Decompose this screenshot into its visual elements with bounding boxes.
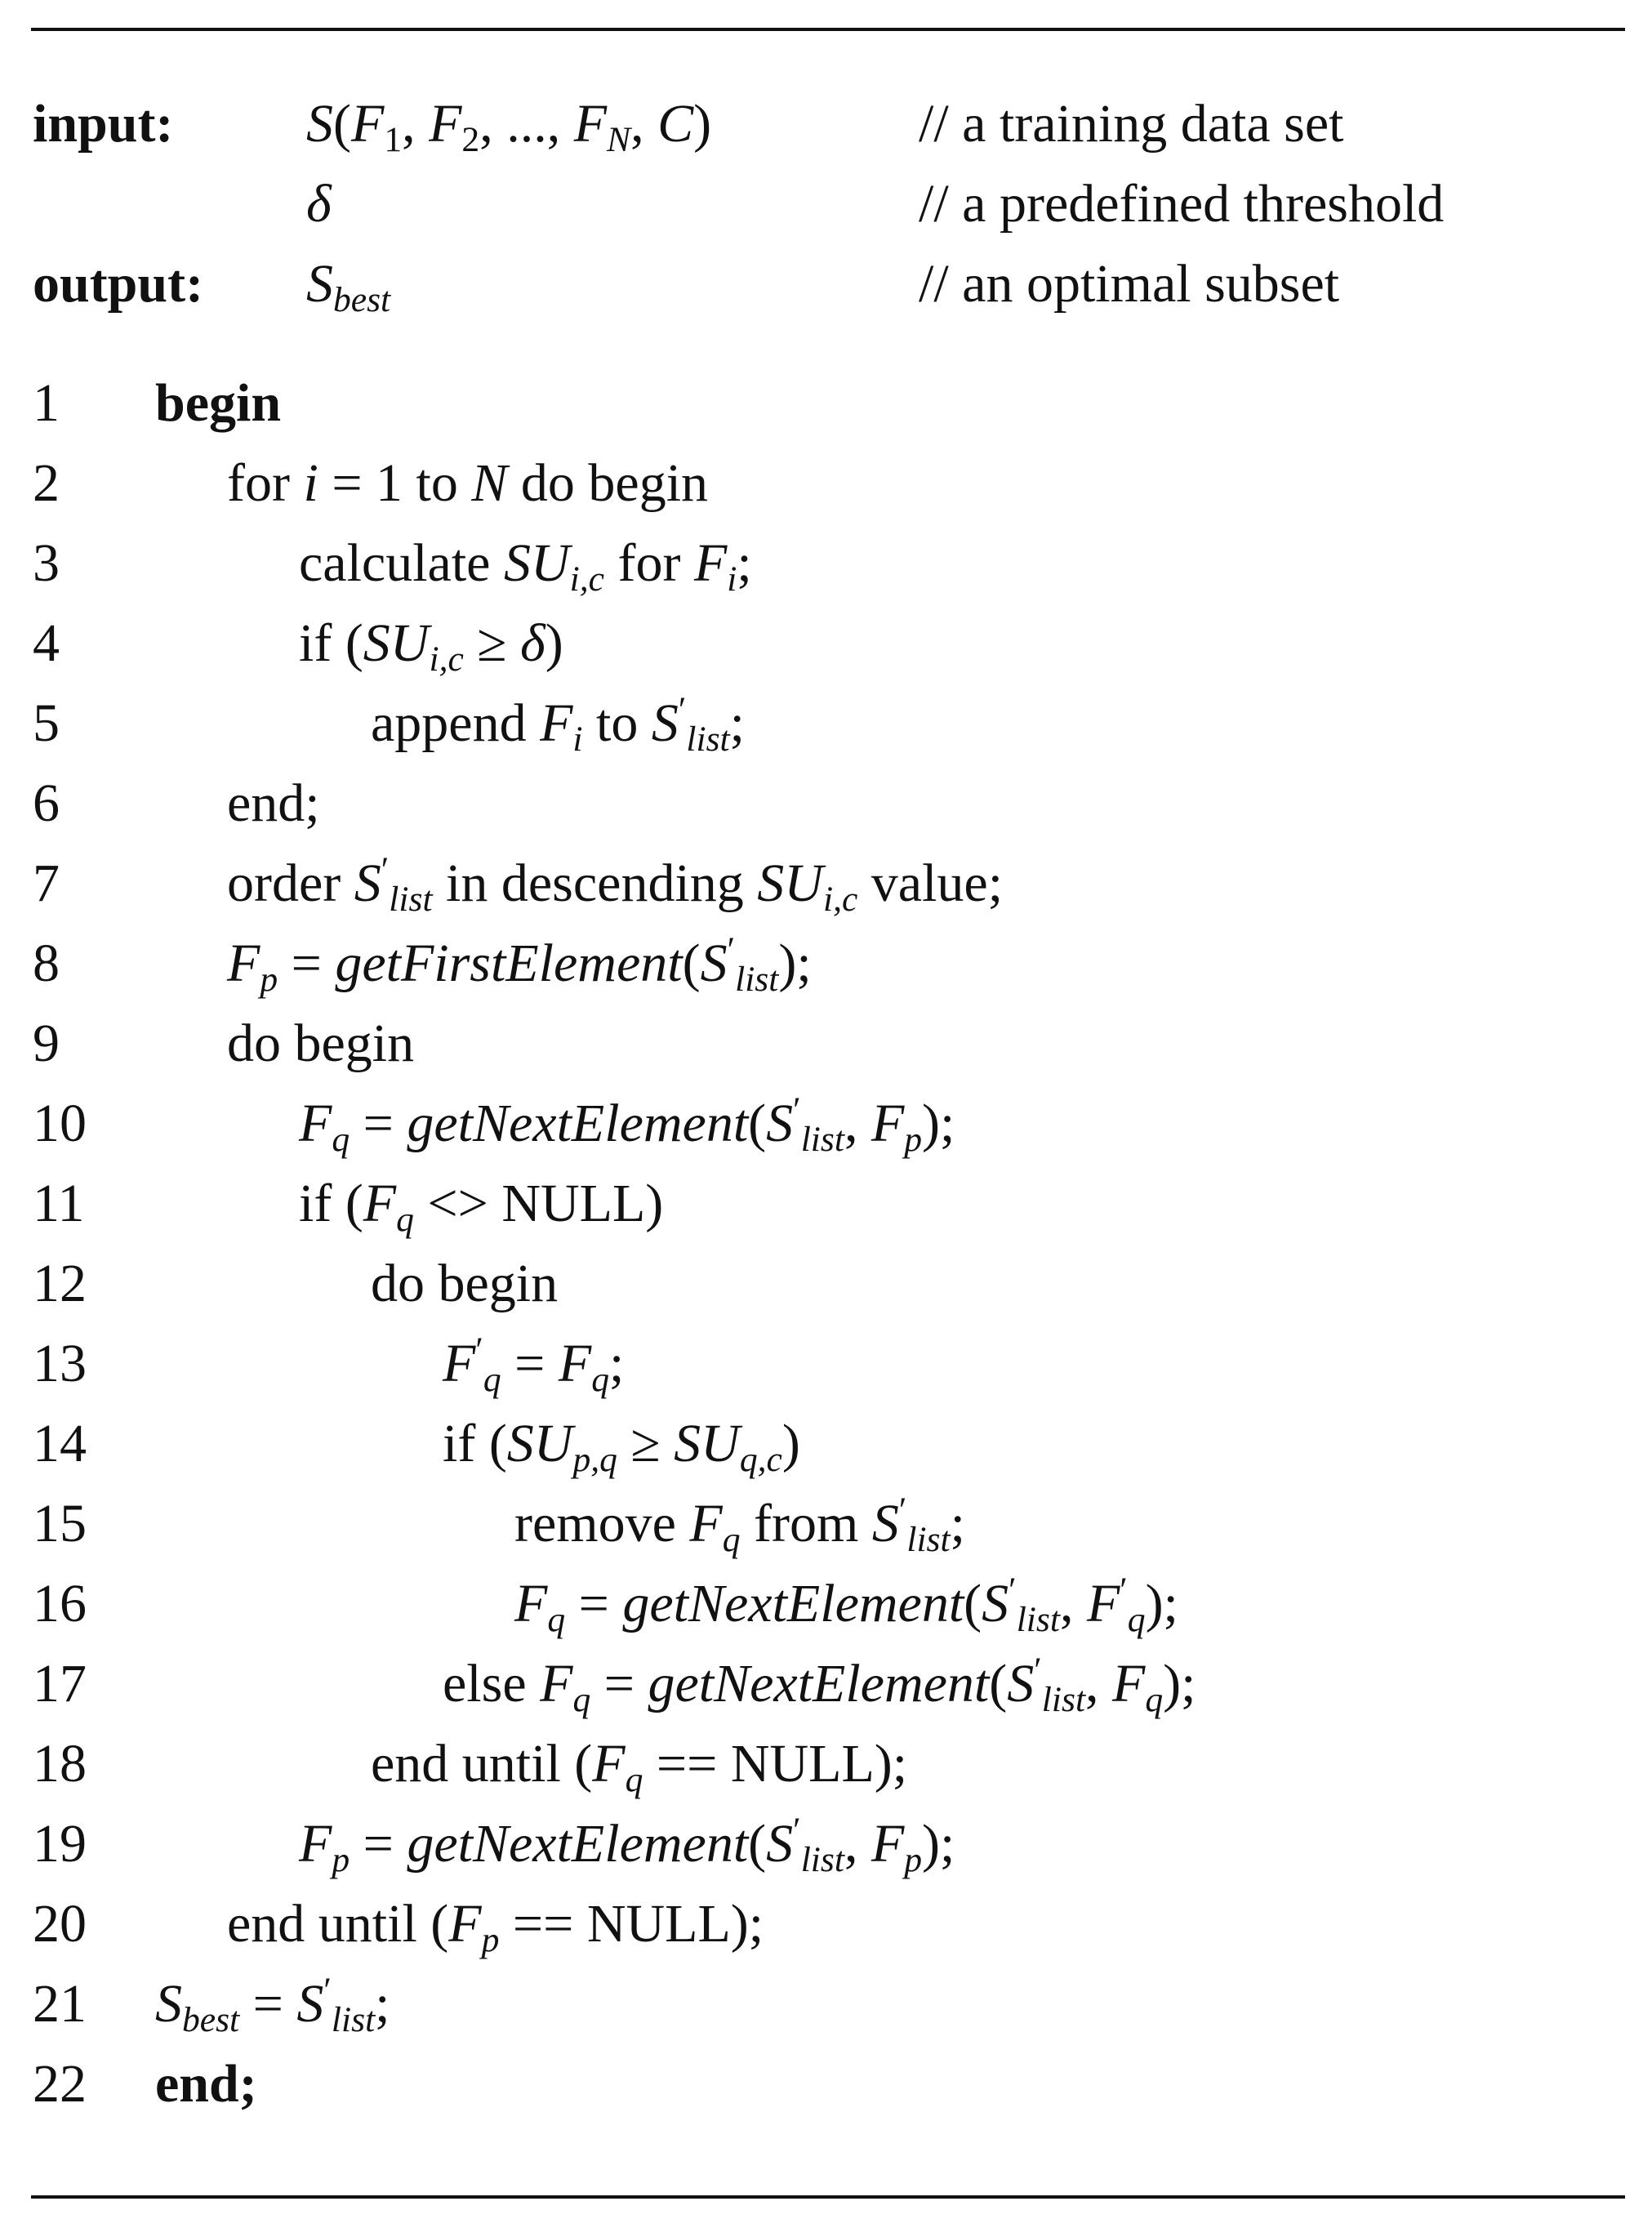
statement: $F_q$ = $getNextElement(S'_{list}$, $F_p$);: [299, 1090, 955, 1160]
line-number: 13: [33, 1334, 87, 1393]
statement: $F_q$ = $getNextElement(S'_{list}$, $F'_q$);: [514, 1571, 1178, 1640]
output-label: output:: [33, 254, 204, 314]
output-value: $S_{best}$: [306, 254, 391, 320]
line-number: 5: [33, 693, 60, 753]
line-number: 17: [33, 1654, 87, 1713]
statement: for i = 1 to N do begin: [227, 453, 709, 513]
line-number: 10: [33, 1094, 87, 1153]
statement: order $S'_{list}$ in descending $SU_{i,c}$ value;: [227, 850, 1004, 920]
threshold-value: δ: [306, 174, 332, 234]
statement: $F'_q = F_q$;: [443, 1330, 625, 1400]
line-number: 14: [33, 1414, 87, 1473]
statement: end until ($F_q$ == NULL);: [371, 1734, 908, 1800]
statement: do begin: [371, 1254, 559, 1313]
statement: if ($F_q$ <> NULL): [299, 1174, 664, 1240]
statement: $F_p$ = $getFirstElement(S'_{list})$;: [227, 930, 812, 1000]
statement: begin: [155, 373, 282, 433]
input-value: $S(F_1$, $F_2$, ..., $F_N$, C): [306, 94, 712, 160]
statement: remove $F_q$ from $S'_{list}$;: [514, 1491, 965, 1560]
output-comment: // an optimal subset: [919, 254, 1340, 314]
statement: $S_{best} = S'_{list}$;: [155, 1971, 390, 2040]
input-comment: // a training data set: [919, 94, 1344, 154]
line-number: 3: [33, 533, 60, 593]
line-number: 19: [33, 1814, 87, 1874]
line-number: 1: [33, 373, 60, 433]
line-number: 15: [33, 1494, 87, 1553]
line-number: 22: [33, 2054, 87, 2114]
line-number: 20: [33, 1894, 87, 1954]
statement: $F_p$ = $getNextElement(S'_{list}$, $F_p$);: [299, 1811, 955, 1880]
line-number: 2: [33, 453, 60, 513]
top-rule: [31, 28, 1625, 31]
statement: if $(SU_{i,c} \ge \delta)$: [299, 613, 563, 680]
statement: end;: [227, 773, 320, 833]
line-number: 8: [33, 934, 60, 993]
statement: end;: [155, 2054, 257, 2114]
line-number: 18: [33, 1734, 87, 1794]
line-number: 7: [33, 853, 60, 913]
bottom-rule: [31, 2195, 1625, 2199]
line-number: 9: [33, 1014, 60, 1073]
statement: append $F_i$ to $S'_{list}$;: [371, 690, 745, 760]
line-number: 12: [33, 1254, 87, 1313]
input-label: input:: [33, 94, 174, 154]
statement: end until ($F_p$ == NULL);: [227, 1894, 764, 1960]
statement: else $F_q$ = $getNextElement(S'_{list}$, $F_q$);: [443, 1651, 1196, 1720]
statement: calculate $SU_{i,c}$ for $F_i$;: [299, 533, 752, 599]
line-number: 21: [33, 1974, 87, 2034]
statement: do begin: [227, 1014, 415, 1073]
statement: if $(SU_{p,q} \ge SU_{q,c})$: [443, 1414, 800, 1480]
line-number: 6: [33, 773, 60, 833]
threshold-comment: // a predefined threshold: [919, 174, 1445, 234]
line-number: 16: [33, 1574, 87, 1633]
line-number: 11: [33, 1174, 85, 1233]
line-number: 4: [33, 613, 60, 673]
